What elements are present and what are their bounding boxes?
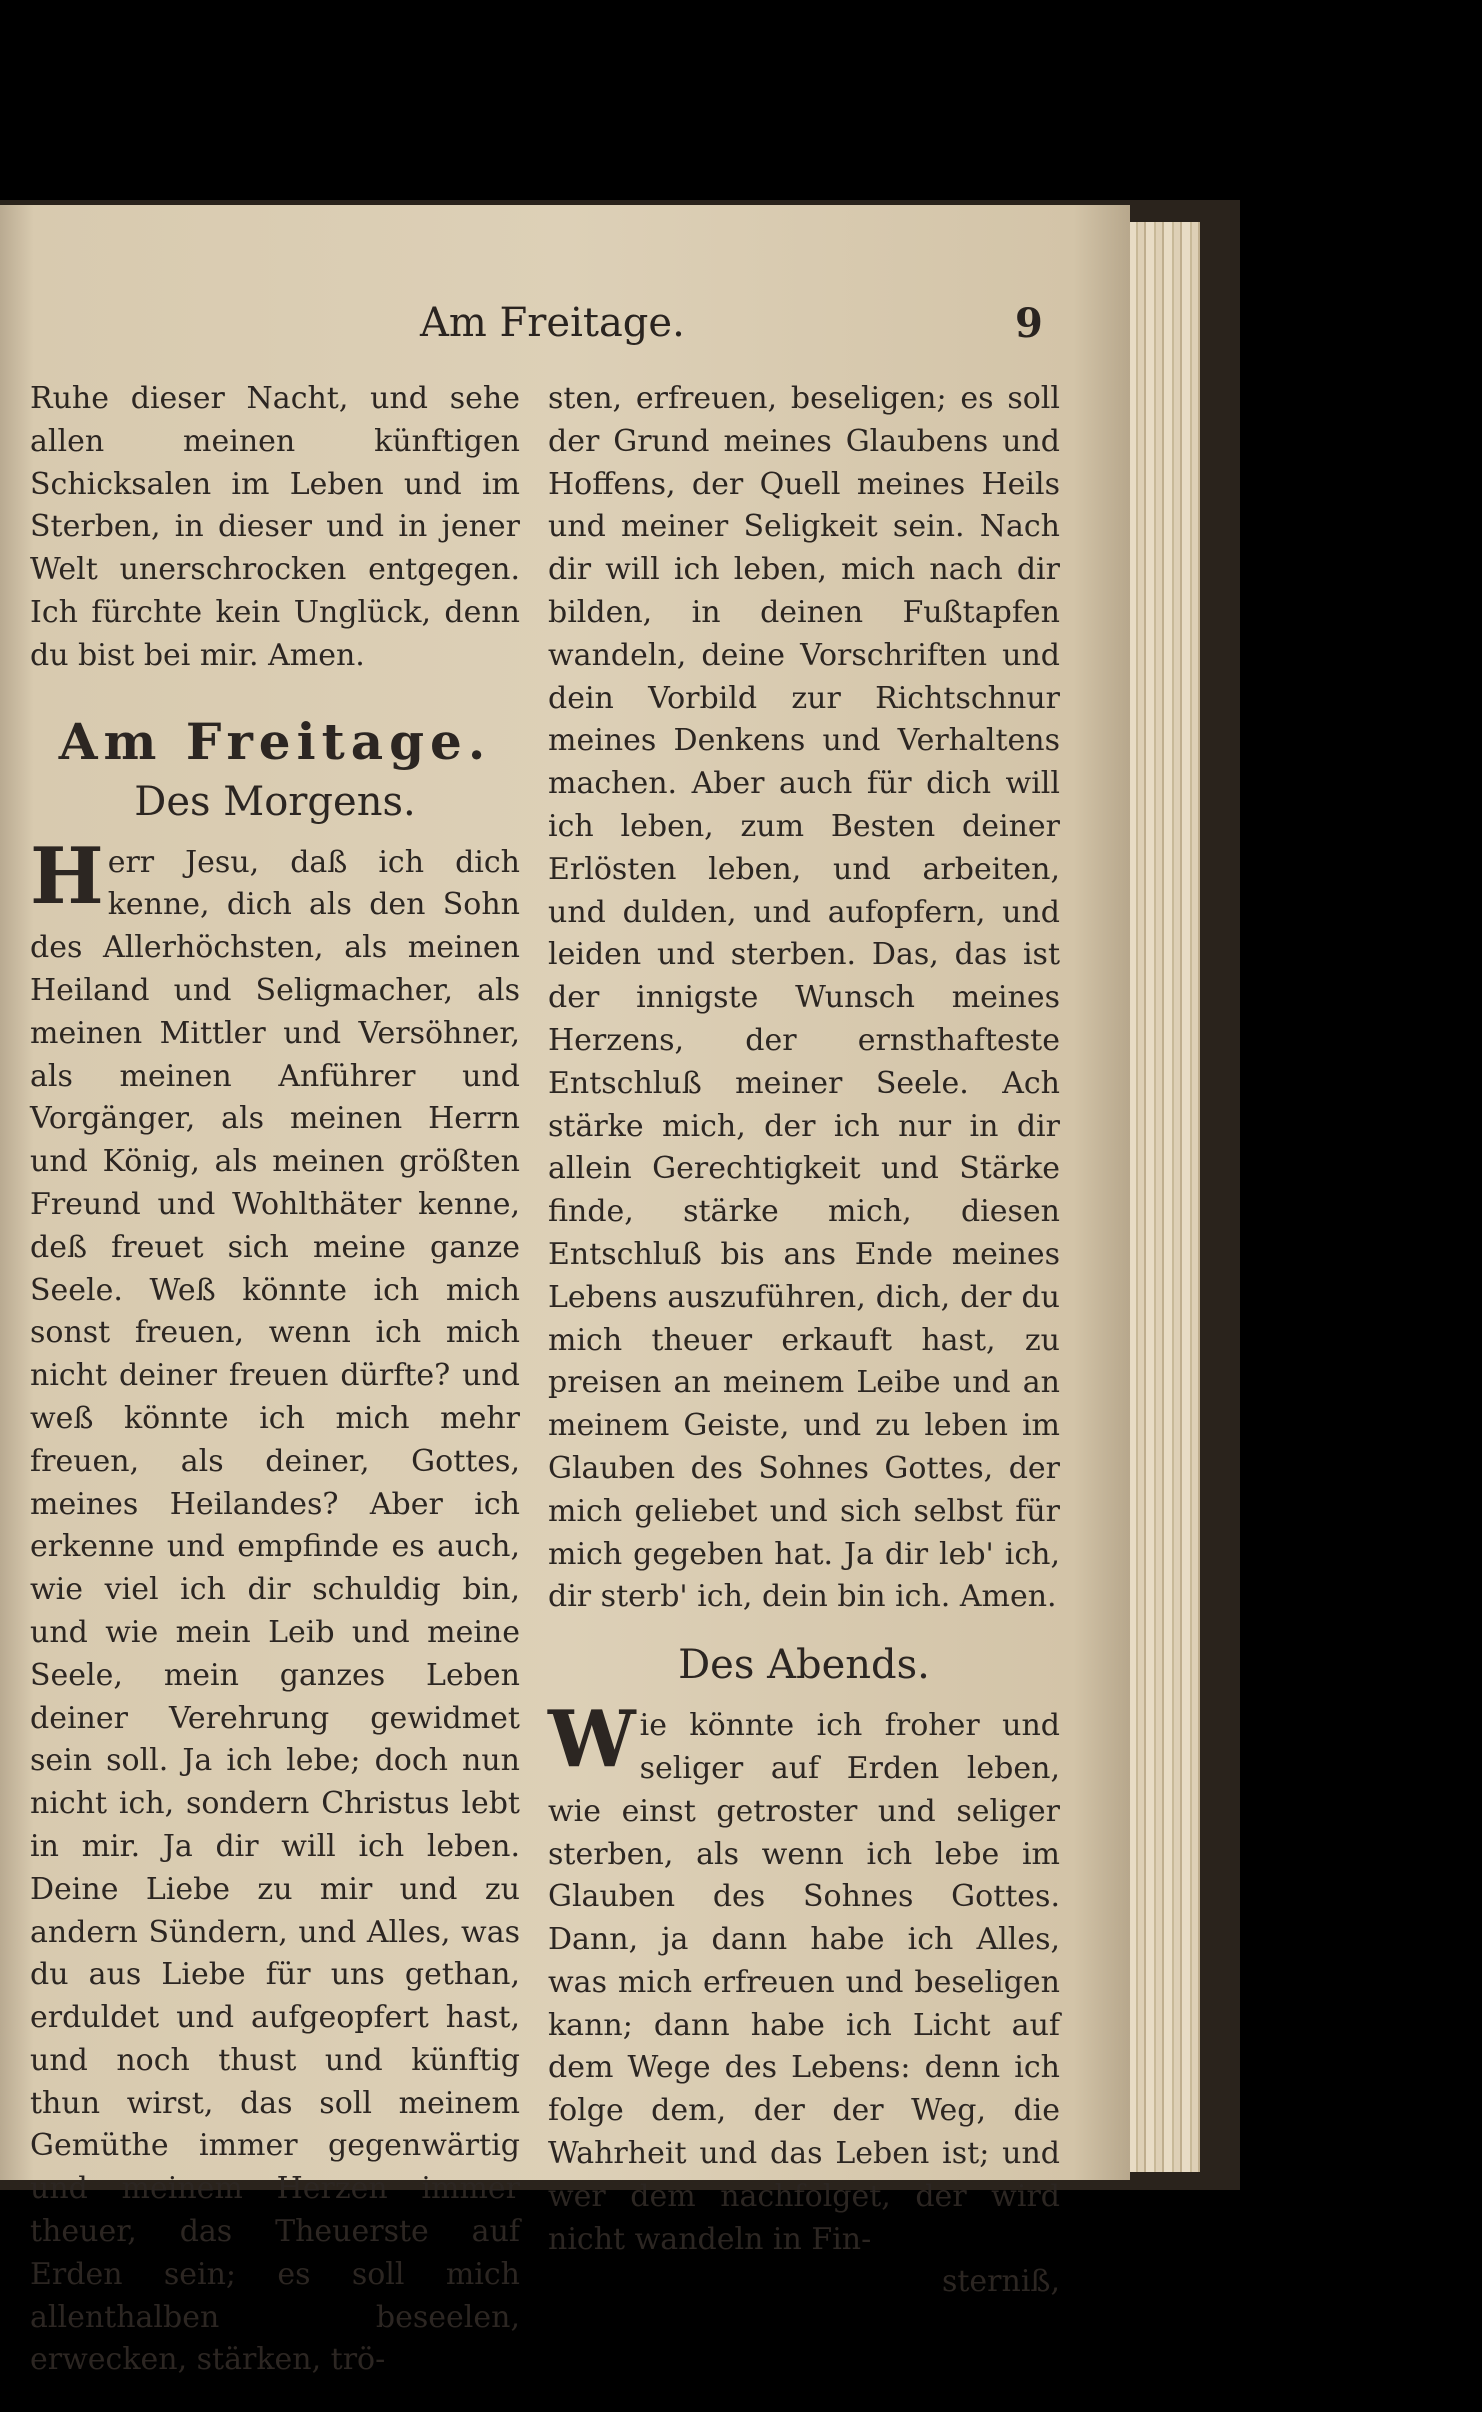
subsection-title-morning: Des Morgens.: [134, 778, 416, 825]
continuation-paragraph: sten, erfreuen, beseligen; es soll der Grund meines Glaubens und Hoffens, der Quell meines Heils und meiner Seligkeit sein. Nach dir will ich leben, mich nach dir bilden, in deinen Fußtapfen wandeln, deine Vorschriften und dein Vorbild zur Richtschnur meines Denkens und Verhaltens machen. Aber auch für dich will ich leben, zum Besten deiner Erlösten leben, und arbeiten, und dulden, und aufopfern, und leiden und sterben. Das, das ist der innigste Wunsch meines Herzens, der ernsthafteste Entschluß meiner Seele. Ach stärke mich, der ich nur in dir allein Gerechtigkeit und Stärke finde, stärke mich, diesen Entschluß bis ans Ende meines Lebens auszuführen, dich, der du mich theuer erkauft hast, zu preisen an meinem Leibe und an meinem Geiste, und zu leben im Glauben des Sohnes Gottes, der mich geliebet und sich selbst für mich gegeben hat. Ja dir leb' ich, dir sterb' ich, dein bin ich. Amen.: [548, 381, 1060, 1615]
evening-prayer: [548, 1694, 1060, 2261]
right-column: [548, 378, 1060, 2304]
page-header: [0, 300, 1090, 360]
subsection-title-evening: Des Abends.: [678, 1642, 930, 1689]
morning-dropcap: H: [30, 830, 104, 922]
running-title: Am Freitage.: [420, 300, 685, 346]
morning-prayer-text: err Jesu, daß ich dich kenne, dich als den Sohn des Allerhöchsten, als meinen Heiland und Seligmacher, als meinen Mittler und Versöhner, als meinen Anführer und Vorgänger, als meinen Herrn und König, als meinen größten Freund und Wohlthäter kenne, deß freuet sich meine ganze Seele. Weß könnte ich mich sonst freuen, wenn ich mich nicht deiner freuen dürfte? und weß könnte ich mich mehr freuen, als deiner, Gottes, meines Heilandes? Aber ich erkenne und empfinde es auch, wie viel ich dir schuldig bin, und wie mein Leib und meine Seele, mein ganzes Leben deiner Verehrung gewidmet sein soll. Ja ich lebe; doch nun nicht ich, sondern Christus lebt in mir. Ja dir will ich leben. Deine Liebe zu mir und zu andern Sündern, und Alles, was du aus Liebe für uns gethan, erduldet und aufgeopfert hast, und noch thust und künftig thun wirst, das soll meinem Gemüthe immer gegenwärtig und meinem Herzen immer theuer, das Theuerste auf Erden sein; es soll mich allenthalben beseelen, erwecken, stärken, trö-: [30, 844, 520, 2378]
catchword: sterniß,: [941, 2264, 1060, 2300]
left-column: [30, 378, 520, 2382]
evening-prayer-text: ie könnte ich froher und seliger auf Erden leben, wie einst getroster und seliger sterben, als wenn ich lebe im Glauben des Sohnes Gottes. Dann, ja dann habe ich Alles, was mich erfreuen und beseligen kann; dann habe ich Licht auf dem Wege des Lebens: denn ich folge dem, der der Weg, die Wahrheit und das Leben ist; und wer dem nachfolget, der wird nicht wandeln in Fin-: [548, 1708, 1060, 2257]
section-title: Am Freitage.: [58, 711, 492, 771]
evening-dropcap: W: [548, 1694, 636, 1786]
morning-prayer: [30, 830, 520, 2383]
intro-paragraph: Ruhe dieser Nacht, und sehe allen meinen künftigen Schicksalen im Leben und im Sterben, in dieser und in jener Welt unerschrocken entgegen. Ich fürchte kein Unglück, denn du bist bei mir. Amen.: [30, 381, 520, 673]
page-number: 9: [1015, 300, 1043, 347]
